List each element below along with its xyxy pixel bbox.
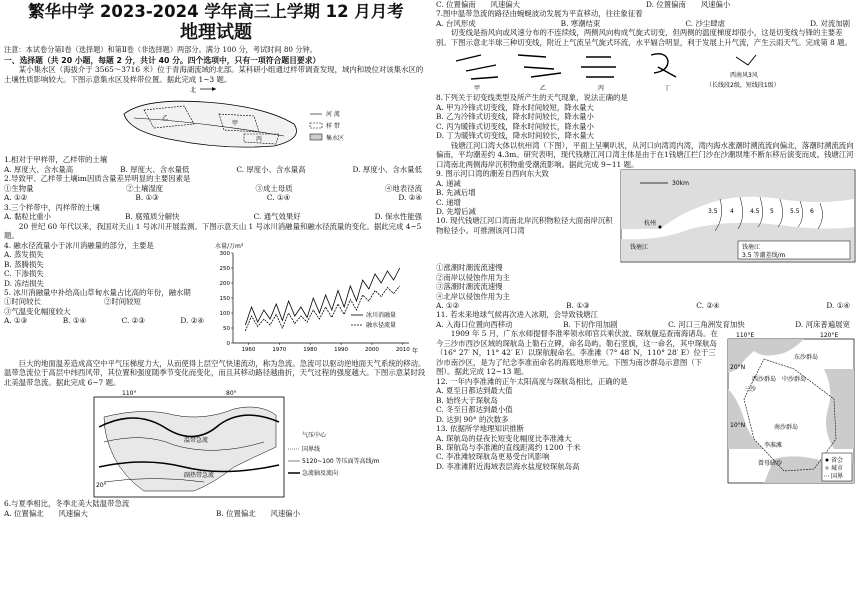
legend-catchment: 集水区	[326, 135, 345, 143]
option-b: B. ①③	[566, 300, 590, 310]
legend-river: 钱塘江	[742, 244, 761, 252]
contour-label: 3.5	[708, 208, 718, 216]
question-7-options	[436, 19, 856, 28]
passage-3: 巨大的地面温差造成高空中平气压梯度力大，从而使得上层空气快速流动，称为急流。急流可以驱动逆地面天气系统的移动。温带急流位于高层中纬西风带，其位置和强度随季节变化而变化，而且其移动路径越曲折，天气过程的强度越大。下图示意某时段北美温带急流。据此完成 6~7 题。	[4, 358, 426, 387]
item: ②南岸以侵蚀作用为主	[436, 272, 510, 282]
city-label: 三沙	[744, 386, 757, 394]
exam-note: 注意：本试卷分第Ⅰ卷（选择题）和第Ⅱ卷（非选择题）两部分。满分 100 分，考试时间 80 分钟。	[4, 45, 317, 55]
passage-2: 20 世纪 60 年代以来，我国对天山 1 号冰川开展监测。下图示意天山 1 号冰川消融量和融水径流量的变化。据此完成 4~5 题。	[4, 221, 422, 241]
question-5-options	[4, 316, 204, 325]
option-b: B. 厚度大、含水量低	[120, 164, 190, 174]
catchment-outline	[124, 102, 297, 148]
jet-stream-map	[4, 387, 428, 499]
option-c: C. 位置偏南 风速偏大	[436, 0, 520, 9]
option-a: A. 递减	[436, 178, 461, 188]
question-12-stem: 12. 一年内李准滩的正午太阳高度与琛航岛相比，正确的是	[436, 376, 628, 386]
item: ④北岸以侵蚀作用为主	[436, 291, 510, 301]
option-a: A. 台风形成	[436, 18, 476, 28]
legend-series-2: 融水径流量	[366, 321, 397, 329]
legend-jet-axis: 急流轴及流向	[302, 470, 339, 478]
option-c: C. 丙为暖锋式切变线，降水时间较长，降水量小	[436, 121, 594, 131]
option-d: D. 先增后减	[436, 206, 476, 216]
contour-label: 4.5	[750, 208, 760, 216]
question-4-stem: 4. 融水径流量小于冰川消融量的部分，主要是	[4, 240, 154, 250]
shear-label: 乙	[540, 85, 547, 93]
option-d: D. ②④	[398, 193, 422, 203]
island-label: 东沙群岛	[794, 354, 819, 362]
legend-border: 国界	[831, 473, 844, 481]
legend-capital: 省会	[831, 457, 844, 465]
q4-q5-block	[4, 241, 428, 359]
question-11-options	[436, 320, 856, 329]
city-label: 杭州	[644, 220, 657, 228]
scale-label: 30km	[672, 180, 689, 188]
question-3-stem: 3.三个样带中，丙样带的土壤	[4, 202, 100, 212]
jet-label: 副热带急流	[184, 472, 215, 480]
option-d: D. 冻结损失	[4, 278, 44, 288]
option-a: A. ①②	[436, 300, 460, 310]
option-a: A. 位置偏北 风速偏大	[4, 508, 88, 518]
option-b: B. 琛航岛与李准滩的直线距离约 1200 千米	[436, 443, 581, 452]
island-label: 中沙群岛	[782, 376, 807, 384]
south-china-sea-map	[724, 329, 856, 485]
exam-title: 繁华中学 2023-2024 学年高三上学期 12 月月考	[28, 2, 404, 21]
x-tick-label: 1960	[241, 346, 256, 353]
option-d: D. 对流加剧	[810, 18, 850, 28]
option-c: C. 厚度小、含水量高	[236, 164, 306, 174]
y-tick-label: 100	[219, 310, 230, 317]
option-b: B. 始终大于琛航岛	[436, 395, 498, 405]
lat-label: 20°N	[730, 364, 746, 372]
shear-line-figure	[436, 47, 856, 93]
bank-label: 李准滩	[764, 442, 783, 450]
question-2-options	[4, 193, 428, 202]
item: ②土壤湿度	[126, 183, 164, 193]
north-label: 北	[190, 87, 197, 95]
passage-6: 1909 年 5 月，广东水师提督李准率领水师官兵乘伏波、琛航舰巡查南海诸岛。在今三沙市西沙区域的琛航岛上勒石立碑，命名岛屿。勒石竖旗，这一命名，其中琛航岛（16° 27′ N，11° 42′ E）以琛航舰命名。李准滩（7° 48′ N，110° 28′ E）位于三沙市南沙区，是为了纪念李准而命名的海底地形单元。下图为南沙群岛示意图（下图）。据此完成 12~13 题。	[436, 329, 718, 377]
chart-xunit: 年	[412, 347, 419, 355]
option-a: A. ①②	[4, 193, 28, 203]
item: ③落潮时潮流流速慢	[436, 282, 503, 292]
catchment-map	[4, 84, 428, 154]
x-tick-label: 2000	[364, 346, 379, 353]
lon-label: 120°E	[820, 332, 839, 340]
q9-q10-text	[436, 169, 618, 235]
q4-q5-text	[4, 241, 204, 326]
question-5-stem: 5. 冰川消融量中补给高山草甸水量占比高的年份，融水期	[4, 287, 191, 297]
question-2-items	[4, 184, 428, 193]
option-b: B. 乙为冷锋式切变线，降水时间较长，降水量小	[436, 112, 594, 122]
item: ①时间较长	[4, 297, 41, 307]
option-b: B. ①③	[135, 193, 159, 203]
question-1-stem: 1.相对于甲样带，乙样带的土壤	[4, 155, 108, 165]
option-d: D. 河床普遍展宽	[795, 319, 850, 329]
y-tick-label: 0	[226, 340, 230, 347]
question-7-stem: 7.图中温带急流的路径由蜿蜒波动发展为平直移动，往往象征着	[436, 9, 643, 19]
zone-label: 丙	[256, 136, 263, 144]
passage-5: 钱塘江河口湾大体以杭州湾（下图），平面上呈喇叭状，从河口向湾湾内湾，湾内海水涨潮时溯流流向偏北，落潮时溯流流向偏南，平均潮差约 4.3m。研究表明，现代钱塘江河口湾主体是由于在1钱塘江拦门沙在沙潮坝堆不断东移后演变而成。钱塘江河口湾南北两侧海岸沉积物重受潮流影响。据此完成 9~11 题。	[436, 140, 854, 169]
item: ①生物量	[4, 183, 34, 193]
question-13-stem: 13. 依据所学地理知识推断	[436, 424, 525, 434]
option-a: A. 黏粒比重小	[4, 212, 51, 222]
item: ④地表径流	[385, 183, 422, 193]
x-tick-label: 1970	[272, 346, 287, 353]
legend-border: 国界线	[302, 446, 321, 454]
item: ③成土母质	[255, 183, 293, 193]
option-d: D. ②④	[180, 316, 204, 326]
question-5-items	[4, 297, 204, 306]
shoal-label: 曾母暗沙	[758, 460, 783, 468]
legend-city: 城市	[831, 465, 844, 473]
q9-q10-block	[436, 169, 856, 263]
legend-tide: 3.5 等潮差线/m	[742, 252, 786, 260]
option-a: A. 琛航岛的昼夜长短变化幅度比李准滩大	[436, 433, 572, 443]
lon-label: 110°	[122, 390, 137, 398]
option-d: D. 位置偏南 风速偏小	[646, 0, 731, 9]
option-a: A. 厚度大、含水量高	[4, 164, 74, 174]
estuary-map	[620, 169, 856, 263]
question-11-stem: 11. 若未来地球气候再次进入冰期，会导致钱塘江	[436, 310, 598, 320]
item: ②时间较短	[104, 297, 141, 307]
y-tick-label: 300	[219, 250, 230, 257]
y-tick-label: 50	[223, 325, 230, 332]
x-tick-label: 1980	[303, 346, 318, 353]
question-9-stem: 9. 图示河口湾的潮差自西向东大致	[436, 169, 549, 179]
shear-label: 丙	[598, 85, 605, 93]
zone-label: 乙	[162, 115, 169, 123]
right-column	[436, 0, 856, 485]
question-10-stem: 10. 现代钱塘江河口湾南北岸沉积物粒径大面南岸沉积物粒径小。可推测该河口湾	[436, 216, 613, 235]
island-label: 南沙群岛	[774, 424, 799, 432]
option-b: B. ①④	[62, 316, 87, 326]
option-a: A. 入海口位置向西移动	[436, 319, 513, 329]
lon-label: 110°E	[736, 332, 755, 340]
question-6-stem: 6.与夏季相比，冬季北美大陆温带急流	[4, 499, 130, 509]
option-c: C. ②③	[121, 316, 145, 326]
option-b: B. 先减后增	[436, 188, 476, 198]
contour-label: 4	[730, 208, 734, 216]
question-6-options-cont	[436, 0, 856, 9]
option-c: C. 沙尘肆虐	[685, 18, 726, 28]
option-a: A. 甲为冷锋式切变线，降水时间较短，降水量大	[436, 102, 594, 112]
jet-label: 温带急流	[184, 437, 209, 445]
option-d: D. 保水性能强	[374, 212, 422, 222]
option-b: B. 蒸腾损失	[4, 259, 44, 269]
option-a: A. 蒸发损失	[4, 250, 44, 260]
y-tick-label: 250	[219, 265, 230, 272]
shear-legend-title: 西南风3风	[730, 72, 758, 80]
lat-label: 20°	[96, 482, 107, 490]
lat-label: 10°N	[730, 422, 746, 430]
zone-label: 甲	[232, 120, 239, 128]
option-c: C. ②④	[696, 300, 720, 310]
option-b: B. 腐殖质分解快	[125, 212, 180, 222]
y-tick-label: 150	[219, 295, 230, 302]
option-a: A. ①③	[4, 316, 28, 326]
option-c: C. ①④	[266, 193, 291, 203]
question-2-stem: 2.导致甲、乙样带土壤im因质含量差异明显的主要因素是	[4, 174, 191, 184]
contour-label: 5.5	[790, 208, 800, 216]
contour-label: 5	[770, 208, 774, 216]
item: ①涨潮时潮流流速慢	[436, 263, 503, 273]
lon-label: 80°	[226, 390, 237, 398]
shear-legend-sub: （长线段2级，短线段1级）	[706, 82, 780, 90]
option-b: B. 寒潮结束	[560, 18, 601, 28]
option-a: A. 夏至日都达到最大值	[436, 386, 513, 396]
question-6-options	[4, 509, 428, 518]
legend-river: 河 流	[326, 111, 340, 119]
exam-subtitle: 地理试题	[180, 21, 252, 43]
question-10-items	[436, 263, 856, 272]
option-b: B. 位置偏北 风速偏小	[216, 508, 301, 518]
option-c: C. 递增	[436, 197, 461, 207]
chart-ylabel: 水量/万m³	[215, 242, 244, 250]
x-tick-label: 2010	[395, 346, 410, 353]
y-tick-label: 200	[219, 280, 230, 287]
q12-q13-text	[436, 329, 720, 471]
option-d: D. ①④	[826, 300, 850, 310]
river-label: 钱塘江	[630, 244, 649, 252]
passage-1: 某小集水区（海拔介于 3565～3716 米）位于青海湖流域的北部。某科研小组通过样带调查发现，域内和坡位对该集水区的土壤性质影响较大。下图示意集水区及样带位置。据此完成 1~3 题。	[4, 65, 424, 84]
option-c: C. 李准滩较琛航岛更易受台风影响	[436, 452, 550, 462]
legend-contour: 5120~100 等压面等高线/m	[302, 458, 380, 466]
passage-4: 切变线是指风向或风速分布的不连续线，两侧风向构成气旋式切变，但两侧的温度梯度却很小，这是切变线与锋的主要差别。下图示意北半球三种切变线，附近上气流呈气旋式环流，水平辐合明显，利于发展上升气流，产生云雨天气。完成第 8 题。	[436, 28, 852, 47]
x-tick-label: 1990	[334, 346, 349, 353]
contour-label: 6	[810, 208, 814, 216]
option-c: C. 河口三角洲发育加快	[668, 319, 745, 329]
section-heading: 一、选择题（共 20 小题，每题 2 分，共计 40 分。四个选项中，只有一项符合题目要求）	[4, 55, 321, 65]
shear-label: 丁	[664, 85, 671, 93]
option-b: B. 下切作用加剧	[563, 319, 618, 329]
legend-series-1: 冰川消融量	[366, 311, 397, 319]
option-c: C. 冬至日都达到最小值	[436, 405, 513, 415]
question-1-options	[4, 165, 428, 174]
item: ③气温变化幅度较大	[4, 306, 71, 316]
option-c: C. 下渗损失	[4, 269, 44, 279]
option-d: D. 李准滩附近海域表层海水盐度较琛航岛高	[436, 461, 580, 471]
question-10-options	[436, 301, 856, 310]
legend-transect: 样 带	[326, 123, 340, 131]
shear-label: 甲	[474, 85, 481, 93]
left-column	[4, 0, 428, 518]
question-8-stem: 8.下列关于切变线类型及所产生的天气现象，说法正确的是	[436, 93, 628, 103]
option-d: D. 厚度小、含水量低	[352, 164, 422, 174]
question-3-options	[4, 212, 428, 221]
option-c: C. 通气效果好	[253, 212, 301, 222]
option-d: D. 达到 90° 的次数多	[436, 414, 509, 424]
legend-pressure: 气压中心	[302, 432, 327, 440]
glacier-chart	[209, 241, 424, 359]
q12-q13-block	[436, 329, 856, 485]
island-label: 西沙群岛	[752, 376, 777, 384]
option-d: D. 丁为暖锋式切变线，降水时间较长，降水量大	[436, 131, 595, 141]
